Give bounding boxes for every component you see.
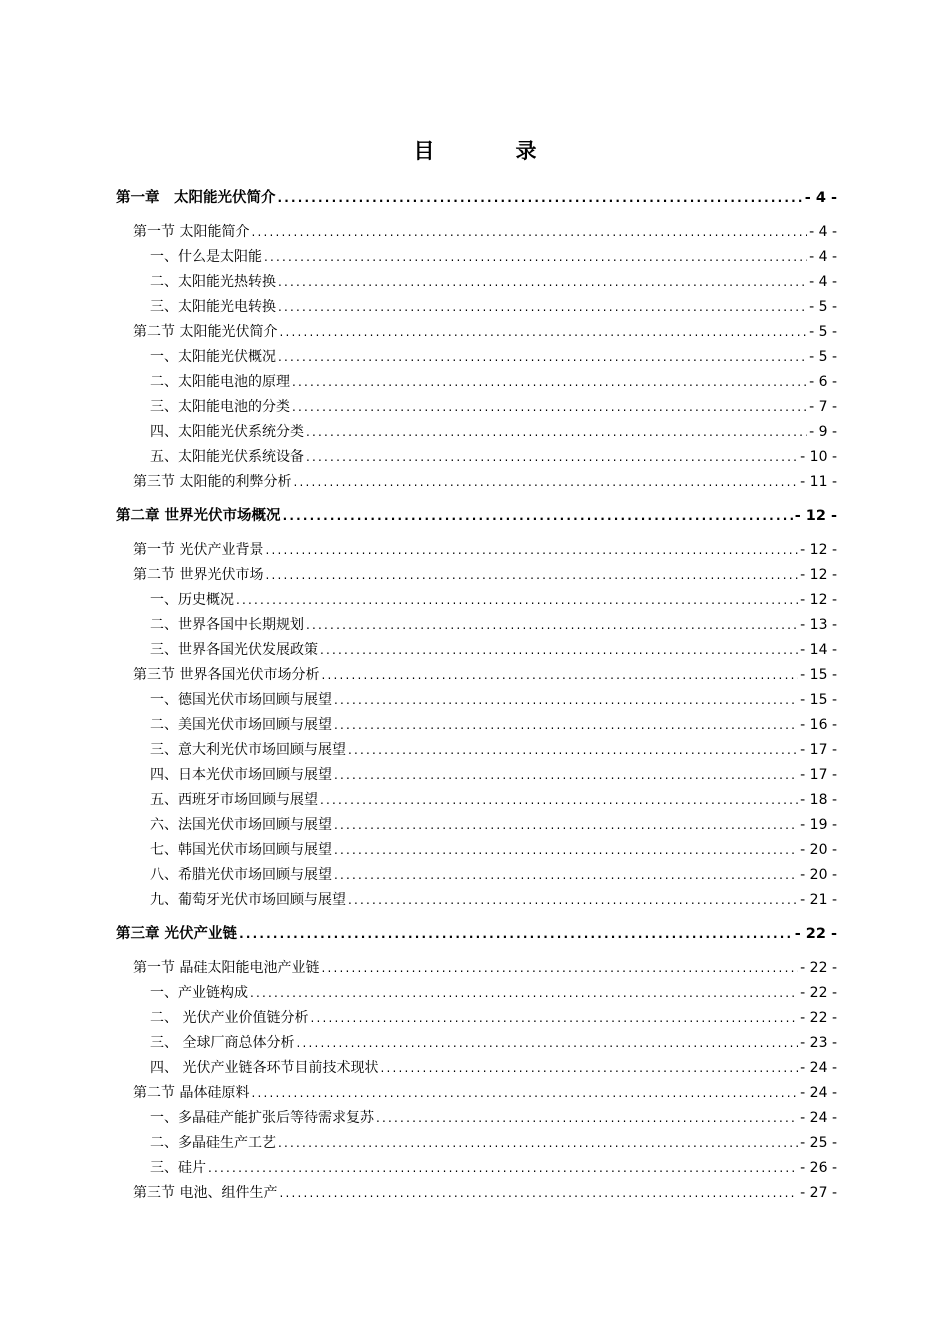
toc-section-entry[interactable] [133, 472, 837, 492]
toc-entry-label: 第一章 太阳能光伏简介 [116, 190, 276, 206]
toc-page-number: - 5 - [809, 299, 837, 315]
toc-subsection-entry[interactable] [150, 297, 837, 317]
toc-section-entry[interactable] [133, 665, 837, 685]
toc-page-number: - 24 - [800, 1060, 837, 1076]
toc-page-number: - 4 - [809, 249, 837, 265]
toc-entry-label: 二、太阳能电池的原理 [150, 374, 290, 390]
toc-dot-leader [334, 765, 798, 785]
toc-subsection-entry[interactable] [150, 840, 837, 860]
toc-entry-label: 第三节 电池、组件生产 [133, 1185, 278, 1201]
toc-entry-label: 第二章 世界光伏市场概况 [116, 508, 281, 524]
toc-chapter-entry[interactable] [116, 924, 837, 944]
toc-section-entry[interactable] [133, 540, 837, 560]
toc-subsection-entry[interactable] [150, 590, 837, 610]
toc-entry-label: 一、什么是太阳能 [150, 249, 262, 265]
toc-page-number: - 7 - [809, 399, 837, 415]
toc-page-number: - 15 - [800, 667, 837, 683]
toc-entry-label: 八、希腊光伏市场回顾与展望 [150, 867, 332, 883]
toc-page-number: - 27 - [800, 1185, 837, 1201]
toc-subsection-entry[interactable] [150, 815, 837, 835]
toc-dot-leader [278, 272, 807, 292]
toc-page-number: - 4 - [809, 224, 837, 240]
toc-subsection-entry[interactable] [150, 740, 837, 760]
toc-entry-label: 二、多晶硅生产工艺 [150, 1135, 276, 1151]
toc-dot-leader [334, 690, 798, 710]
toc-dot-leader [376, 1108, 798, 1128]
toc-dot-leader [334, 840, 798, 860]
toc-page-number: - 18 - [800, 792, 837, 808]
toc-dot-leader [296, 1033, 798, 1053]
toc-subsection-entry[interactable] [150, 247, 837, 267]
toc-dot-leader [320, 640, 798, 660]
toc-entry-label: 六、法国光伏市场回顾与展望 [150, 817, 332, 833]
toc-subsection-entry[interactable] [150, 690, 837, 710]
toc-subsection-entry[interactable] [150, 765, 837, 785]
toc-page-number: - 22 - [800, 960, 837, 976]
toc-page-number: - 22 - [794, 926, 837, 942]
toc-subsection-entry[interactable] [150, 447, 837, 467]
toc-subsection-entry[interactable] [150, 372, 837, 392]
toc-dot-leader [292, 372, 807, 392]
toc-entry-label: 第一节 太阳能简介 [133, 224, 250, 240]
toc-dot-leader [334, 815, 798, 835]
toc-entry-label: 一、太阳能光伏概况 [150, 349, 276, 365]
toc-subsection-entry[interactable] [150, 983, 837, 1003]
toc-entry-label: 一、历史概况 [150, 592, 234, 608]
toc-entry-label: 第三节 太阳能的利弊分析 [133, 474, 292, 490]
toc-entry-label: 第三章 光伏产业链 [116, 926, 238, 942]
toc-dot-leader [334, 715, 798, 735]
toc-dot-leader [265, 540, 798, 560]
toc-entry-label: 第二节 太阳能光伏简介 [133, 324, 278, 340]
toc-page-number: - 19 - [800, 817, 837, 833]
toc-page-number: - 24 - [800, 1085, 837, 1101]
toc-subsection-entry[interactable] [150, 272, 837, 292]
toc-page-number: - 21 - [800, 892, 837, 908]
toc-entry-label: 一、德国光伏市场回顾与展望 [150, 692, 332, 708]
toc-entry-label: 二、 光伏产业价值链分析 [150, 1010, 309, 1026]
toc-entry-label: 五、太阳能光伏系统设备 [150, 449, 304, 465]
toc-page-number: - 20 - [800, 867, 837, 883]
toc-dot-leader [348, 890, 798, 910]
toc-page-number: - 26 - [800, 1160, 837, 1176]
toc-page-number: - 14 - [800, 642, 837, 658]
toc-dot-leader [348, 740, 798, 760]
toc-entry-label: 三、硅片 [150, 1160, 206, 1176]
toc-page-number: - 12 - [794, 508, 837, 524]
toc-page-number: - 13 - [800, 617, 837, 633]
toc-subsection-entry[interactable] [150, 347, 837, 367]
toc-section-entry[interactable] [133, 958, 837, 978]
toc-subsection-entry[interactable] [150, 890, 837, 910]
toc-entry-label: 四、日本光伏市场回顾与展望 [150, 767, 332, 783]
toc-entry-label: 二、世界各国中长期规划 [150, 617, 304, 633]
toc-entry-label: 第一节 光伏产业背景 [133, 542, 264, 558]
toc-entry-label: 三、意大利光伏市场回顾与展望 [150, 742, 346, 758]
toc-title: 目 录 [413, 139, 567, 163]
toc-page-number: - 4 - [809, 274, 837, 290]
toc-section-entry[interactable] [133, 1183, 837, 1203]
toc-dot-leader [278, 1133, 798, 1153]
toc-dot-leader [278, 297, 807, 317]
toc-entry-label: 第一节 晶硅太阳能电池产业链 [133, 960, 320, 976]
toc-page-number: - 5 - [809, 324, 837, 340]
toc-dot-leader [306, 447, 798, 467]
toc-page-number: - 9 - [809, 424, 837, 440]
toc-subsection-entry[interactable] [150, 1058, 837, 1078]
toc-entry-label: 三、太阳能电池的分类 [150, 399, 290, 415]
toc-page-number: - 4 - [804, 190, 837, 206]
toc-page-number: - 22 - [800, 1010, 837, 1026]
toc-page-number: - 16 - [800, 717, 837, 733]
toc-entry-label: 一、多晶硅产能扩张后等待需求复苏 [150, 1110, 374, 1126]
toc-dot-leader [239, 924, 793, 944]
toc-subsection-entry[interactable] [150, 1133, 837, 1153]
toc-section-entry[interactable] [133, 565, 837, 585]
toc-entry-label: 七、韩国光伏市场回顾与展望 [150, 842, 332, 858]
toc-section-entry[interactable] [133, 322, 837, 342]
toc-chapter-entry[interactable] [116, 188, 837, 208]
toc-page-number: - 12 - [800, 542, 837, 558]
toc-entry-label: 第二节 晶体硅原料 [133, 1085, 250, 1101]
toc-page-number: - 25 - [800, 1135, 837, 1151]
toc-entry-label: 二、美国光伏市场回顾与展望 [150, 717, 332, 733]
toc-subsection-entry[interactable] [150, 715, 837, 735]
toc-dot-leader [310, 1008, 798, 1028]
toc-entry-label: 二、太阳能光热转换 [150, 274, 276, 290]
toc-dot-leader [293, 472, 798, 492]
toc-dot-leader [236, 590, 798, 610]
toc-page-number: - 20 - [800, 842, 837, 858]
toc-entry-label: 三、世界各国光伏发展政策 [150, 642, 318, 658]
toc-entry-label: 第二节 世界光伏市场 [133, 567, 264, 583]
toc-dot-leader [278, 347, 807, 367]
toc-dot-leader [250, 983, 798, 1003]
toc-dot-leader [292, 397, 807, 417]
toc-entry-label: 三、太阳能光电转换 [150, 299, 276, 315]
toc-entry-label: 五、西班牙市场回顾与展望 [150, 792, 318, 808]
toc-page-number: - 11 - [800, 474, 837, 490]
toc-subsection-entry[interactable] [150, 1033, 837, 1053]
toc-section-entry[interactable] [133, 1083, 837, 1103]
toc-page-number: - 5 - [809, 349, 837, 365]
toc-section-entry[interactable] [133, 222, 837, 242]
toc-dot-leader [380, 1058, 798, 1078]
toc-page-number: - 24 - [800, 1110, 837, 1126]
toc-dot-leader [306, 615, 798, 635]
toc-entry-label: 四、太阳能光伏系统分类 [150, 424, 304, 440]
toc-dot-leader [251, 1083, 798, 1103]
toc-page-number: - 6 - [809, 374, 837, 390]
toc-dot-leader [321, 958, 798, 978]
toc-page-number: - 10 - [800, 449, 837, 465]
toc-entry-label: 三、 全球厂商总体分析 [150, 1035, 295, 1051]
toc-dot-leader [320, 790, 798, 810]
toc-chapter-entry[interactable] [116, 506, 837, 526]
toc-dot-leader [264, 247, 807, 267]
toc-page-number: - 17 - [800, 767, 837, 783]
toc-page-number: - 12 - [800, 567, 837, 583]
toc-entry-label: 第三节 世界各国光伏市场分析 [133, 667, 320, 683]
toc-dot-leader [306, 422, 807, 442]
toc-page-number: - 22 - [800, 985, 837, 1001]
toc-subsection-entry[interactable] [150, 422, 837, 442]
toc-dot-leader [321, 665, 798, 685]
toc-entry-label: 四、 光伏产业链各环节目前技术现状 [150, 1060, 379, 1076]
toc-page-number: - 23 - [800, 1035, 837, 1051]
toc-dot-leader [283, 506, 793, 526]
toc-dot-leader [208, 1158, 798, 1178]
toc-subsection-entry[interactable] [150, 865, 837, 885]
toc-dot-leader [279, 1183, 798, 1203]
toc-subsection-entry[interactable] [150, 1008, 837, 1028]
toc-entry-label: 九、葡萄牙光伏市场回顾与展望 [150, 892, 346, 908]
toc-entry-label: 一、产业链构成 [150, 985, 248, 1001]
toc-subsection-entry[interactable] [150, 1158, 837, 1178]
toc-subsection-entry[interactable] [150, 790, 837, 810]
toc-subsection-entry[interactable] [150, 397, 837, 417]
toc-dot-leader [278, 188, 803, 208]
toc-dot-leader [251, 222, 807, 242]
toc-dot-leader [279, 322, 807, 342]
toc-dot-leader [334, 865, 798, 885]
toc-page-number: - 17 - [800, 742, 837, 758]
toc-subsection-entry[interactable] [150, 1108, 837, 1128]
toc-page-number: - 15 - [800, 692, 837, 708]
toc-dot-leader [265, 565, 798, 585]
toc-subsection-entry[interactable] [150, 615, 837, 635]
toc-page-number: - 12 - [800, 592, 837, 608]
toc-subsection-entry[interactable] [150, 640, 837, 660]
